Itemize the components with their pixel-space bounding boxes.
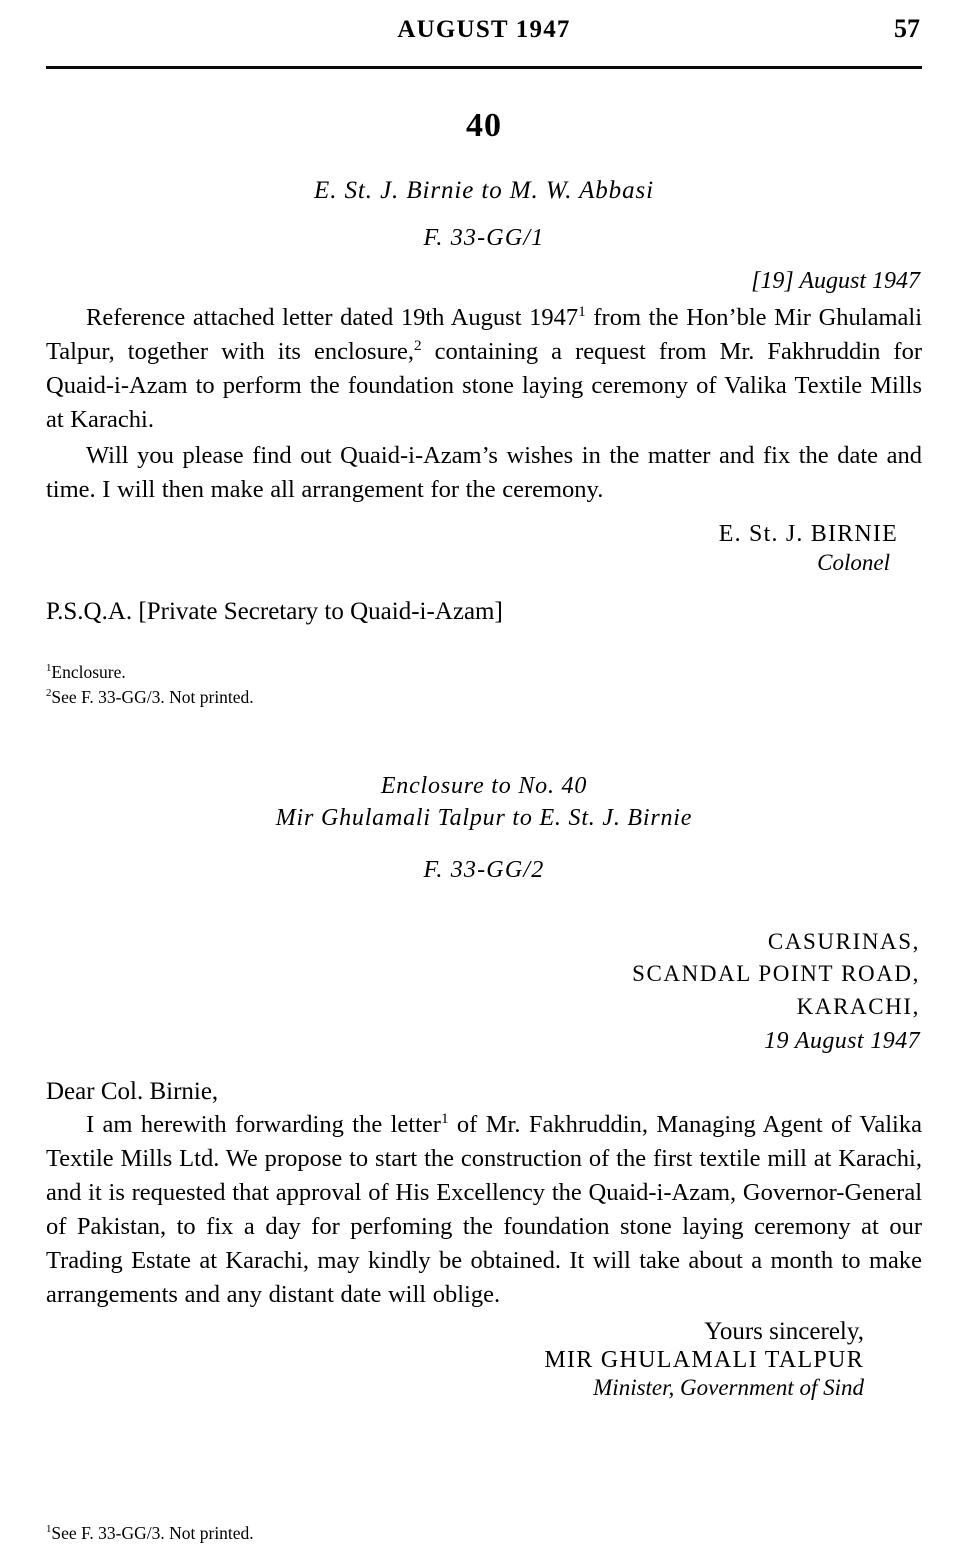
enclosure-footnote-marker: 1 [440,1109,449,1127]
enclosure-footnote-text: See F. 33-GG/3. Not printed. [51,1523,254,1543]
header-divider [46,66,922,69]
paragraph-1-part-1: Reference attached letter dated 19th August 1947 [86,304,579,331]
address-line-3: KARACHI, [796,994,920,1020]
footnote-marker-1: 1 [578,302,586,320]
running-head-title: AUGUST 1947 [397,16,571,43]
enclosure-body [46,1108,922,1312]
address-line-1: CASURINAS, [767,928,920,954]
address-date: 19 August 1947 [764,1027,920,1054]
closing-signature-title: Minister, Government of Sind [593,1375,864,1401]
enclosure-body-part-2: of Mr. Fakhruddin, Managing Agent of Valika Textile Mills Ltd. We propose to start the construction of the first textile mill at Karachi, and it is requested that approval of His Excellency the Quaid-i-Azam, Governor-General of Pakistan, to fix a day for perfoming the foundation stone laying ceremony at our Trading Estate at Karachi, may kindly be obtained. It will take about a month to make arrangements and any distant date will oblige. [46,1110,922,1309]
document-date-line: [19] August 1947 [751,268,920,294]
footnote-2-marker: 2 [46,687,52,700]
document-paragraph-2: Will you please find out Quaid-i-Azam’s wishes in the matter and fix the date and time. I will then make all arrangement for the ceremony. [46,442,922,504]
document-paragraph-1 [46,301,922,437]
running-head [46,0,922,62]
footnote-2-text: See F. 33-GG/3. Not printed. [51,687,254,708]
paragraph-1-part-3: containing a request from Mr. Fakhruddin for Quaid-i-Azam to perform the foundation stone laying ceremony of Valika Textile Mills at Karachi. [46,338,922,434]
document-heading: E. St. J. Birnie to M. W. Abbasi [314,177,654,204]
enclosure-address-block [46,926,922,1058]
enclosure-salutation: Dear Col. Birnie, [46,1077,219,1105]
enclosure-footnote-number: 1 [46,1523,52,1536]
document-file-reference: F. 33-GG/1 [423,225,545,251]
page-number: 57 [894,14,920,43]
paragraph-1-part-2: from the Hon’ble Mir Ghulamali Talpur, together with its enclosure, [46,304,922,366]
enclosure-title-line-1: Enclosure to No. 40 [380,772,588,799]
enclosure-body-part-1: I am herewith forwarding the letter [86,1110,441,1138]
closing-valediction: Yours sincerely, [704,1318,864,1346]
document-footnotes [46,660,922,710]
document-number: 40 [466,107,502,144]
footnote-2 [46,685,922,710]
document-addressee: P.S.Q.A. [Private Secretary to Quaid-i-Azam] [46,598,503,626]
signature-rank: Colonel [817,550,890,576]
enclosure-closing [46,1318,922,1401]
closing-signature-name: MIR GHULAMALI TALPUR [544,1347,864,1374]
document-signature [46,521,922,576]
enclosure-title-line-2: Mir Ghulamali Talpur to E. St. J. Birnie [275,805,693,832]
enclosure-footnote [46,1523,254,1544]
footnote-1-marker: 1 [46,662,52,675]
footnote-1-text: Enclosure. [51,662,126,683]
footnote-marker-2: 2 [414,336,422,354]
enclosure-file-reference: F. 33-GG/2 [423,856,545,883]
enclosure-title [46,770,922,835]
footnote-1 [46,660,922,685]
address-line-2: SCANDAL POINT ROAD, [632,961,920,987]
signature-name: E. St. J. BIRNIE [718,521,898,548]
